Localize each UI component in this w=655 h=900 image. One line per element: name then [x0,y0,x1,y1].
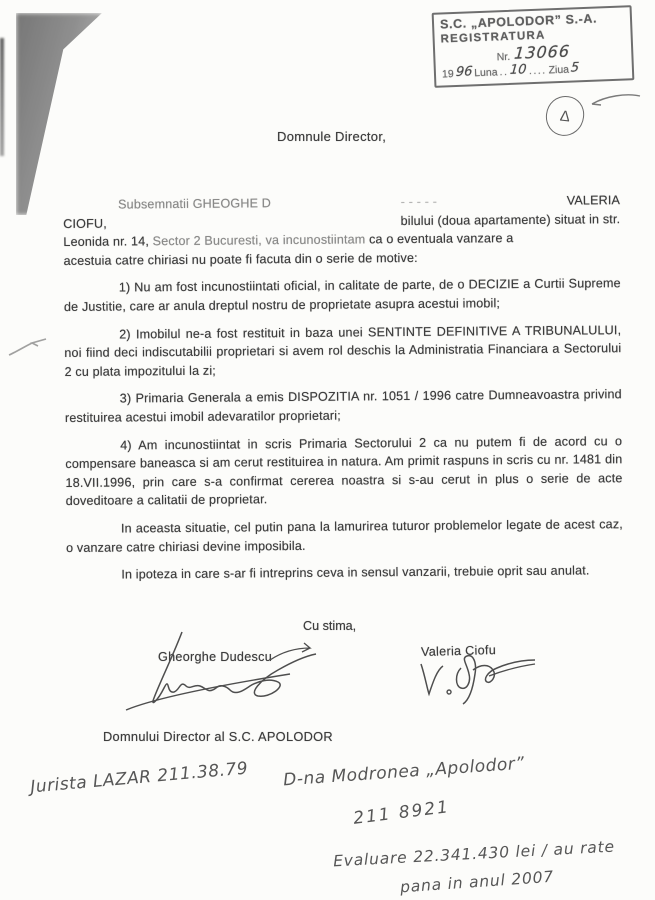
signature-dudescu [120,630,330,715]
stamp-luna-handwritten: 10 [509,62,528,78]
stamp-registry-label: REGISTRATURA [440,29,546,46]
stamp-nr-value: 13066 [513,41,571,63]
intro-bilului: bilului (doua apartamente) situat in str. [400,211,621,228]
stamp-ziua-label: Ziua [548,63,570,77]
handwritten-phone-note: 211 8921 [352,797,451,829]
point-paragraph-1: 1) Nu am fost incunostiintati oficial, in calitate de parte, de o DECIZIE a Curtii Supreme de Justitie, care ar anula dreptul nostru de proprietate asupra acestui imobil; [63,276,621,314]
handwritten-evaluation-note: Evaluare 22.341.430 lei / au rate [332,837,616,871]
point-paragraph-3: 3) Primaria Generala a emis DISPOZITIA nr. 1051 / 1996 catre Dumneavoastra privind restituirea acestui imobil adevaratilor proprietari; [64,387,622,425]
intro-vanzare: ca o eventuala vanzare a [368,231,514,247]
stamp-year-printed: 19 [441,68,454,81]
redacted-dashes: - - - - - [400,194,438,210]
intro-faded-segment: Sector 2 Bucuresti, va incunostiintam [152,232,366,249]
handwritten-dna-note: D-na Modronea „Apolodor” [282,753,526,791]
handwritten-deadline-note: pana in anul 2007 [399,867,555,897]
point-paragraph-2: 2) Imobilul ne-a fost restituit in baza unei SENTINTE DEFINITIVE A TRIBUNALULUI, noi fiind deci indiscutabilii proprietari si avem rol deschis la Administratia Financiara a Sectorului 2 cu plata impozitului la zi; [64,322,622,379]
addressee-line: Domnului Director al S.C. APOLODOR [103,729,333,744]
signer-name-right: Valeria Ciofu [420,643,497,659]
valediction: Cu stima, [303,619,357,633]
intro-line-4: acestuia catre chiriasi nu poate fi facuta din o serie de motive: [63,250,418,268]
stamp-company-name: S.C. „APOLODOR” S.-A. [439,11,598,32]
stamp-dots: .. [499,65,509,79]
stamp-year-handwritten: 96 [454,64,473,81]
pencil-arrow-mark [588,92,644,110]
stamp-luna-label: Luna [473,66,498,80]
circled-delta-annotation: Δ [544,94,586,138]
scan-shadow-artifact [16,13,102,215]
intro-paragraph [63,191,621,270]
point-paragraph-4: 4) Am incunostiintat in scris Primaria Sectorului 2 ca nu putem fi de acord cu o compensare baneasca si am cerut restituirea in natura. Am primit raspuns in scris cu nr. 1481 din 18.VII.1996, prin care s-a confirmat cererea noastra si s-au cerut in plus o serie de acte doveditoare a calitatii de proprietar. [65,433,623,509]
stamp-ziua-handwritten: 5 [570,60,580,76]
handwritten-jurista-note: Jurista LAZAR 211.38.79 [29,758,249,798]
closing-paragraph-1: In aceasta situatie, cel putin pana la lamurirea tuturor problemelor legate de acest caz, o vanzare catre chiriasi devine imposibila. [66,517,623,555]
signature-ciofu [415,648,540,706]
salutation: Domnule Director, [277,129,387,144]
registration-stamp [432,5,635,88]
letter-body [63,191,623,594]
pencil-check-mark [6,333,50,359]
intro-subsemnatii: Subsemnatii GHEOGHE D [118,196,272,212]
intro-ciofu: CIOFU, [63,216,107,231]
scan-edge-artifact [0,38,4,156]
stamp-nr-label: Nr. [496,50,511,64]
intro-valeria: VALERIA [566,193,621,208]
intro-leonida: Leonida nr. 14, [63,234,150,250]
stamp-dots2: .... [528,64,547,78]
signer-name-left: Gheorghe Dudescu [158,650,273,664]
closing-paragraph-2: In ipoteza in care s-ar fi intreprins ceva in sensul vanzarii, trebuie oprit sau anulat. [121,563,590,582]
